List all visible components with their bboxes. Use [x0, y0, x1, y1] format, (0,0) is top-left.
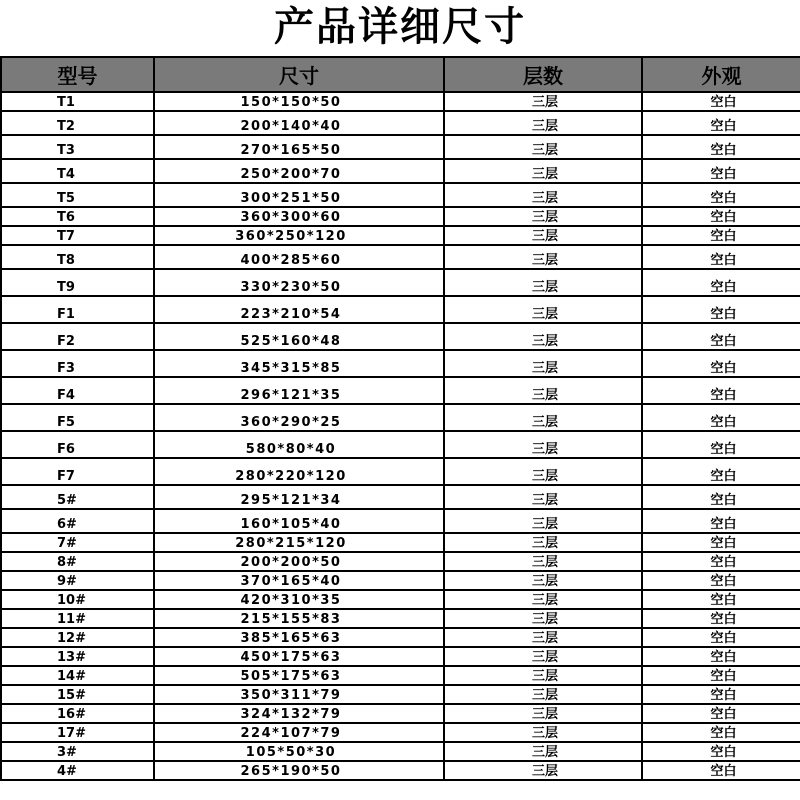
table-row [1, 666, 800, 685]
layers-cell: 三层 [444, 92, 642, 111]
table-row [1, 111, 800, 135]
appearance-cell: 空白 [642, 533, 800, 552]
model-cell: F7 [1, 458, 154, 485]
layers-cell: 三层 [444, 350, 642, 377]
layers-cell: 三层 [444, 404, 642, 431]
model-cell: 17# [1, 723, 154, 742]
size-cell: 250*200*70 [154, 159, 444, 183]
appearance-cell: 空白 [642, 296, 800, 323]
table-row [1, 350, 800, 377]
size-cell: 505*175*63 [154, 666, 444, 685]
model-cell: 6# [1, 509, 154, 533]
appearance-cell: 空白 [642, 552, 800, 571]
table-row [1, 571, 800, 590]
header-appearance: 外观 [642, 57, 800, 92]
layers-cell: 三层 [444, 533, 642, 552]
model-cell: T4 [1, 159, 154, 183]
appearance-cell: 空白 [642, 111, 800, 135]
layers-cell: 三层 [444, 761, 642, 780]
size-cell: 360*300*60 [154, 207, 444, 226]
header-layers: 层数 [444, 57, 642, 92]
size-cell: 215*155*83 [154, 609, 444, 628]
model-cell: 11# [1, 609, 154, 628]
size-cell: 324*132*79 [154, 704, 444, 723]
table-row [1, 183, 800, 207]
header-size: 尺寸 [154, 57, 444, 92]
table-row [1, 485, 800, 509]
product-size-table [0, 56, 800, 781]
model-cell: T5 [1, 183, 154, 207]
appearance-cell: 空白 [642, 571, 800, 590]
table-row [1, 533, 800, 552]
model-cell: 7# [1, 533, 154, 552]
layers-cell: 三层 [444, 742, 642, 761]
table-row [1, 245, 800, 269]
size-cell: 330*230*50 [154, 269, 444, 296]
layers-cell: 三层 [444, 458, 642, 485]
size-cell: 525*160*48 [154, 323, 444, 350]
appearance-cell: 空白 [642, 704, 800, 723]
size-cell: 345*315*85 [154, 350, 444, 377]
appearance-cell: 空白 [642, 590, 800, 609]
layers-cell: 三层 [444, 723, 642, 742]
header-row [1, 57, 800, 92]
table-row [1, 159, 800, 183]
size-cell: 200*140*40 [154, 111, 444, 135]
appearance-cell: 空白 [642, 666, 800, 685]
table-row [1, 226, 800, 245]
layers-cell: 三层 [444, 647, 642, 666]
appearance-cell: 空白 [642, 377, 800, 404]
appearance-cell: 空白 [642, 207, 800, 226]
table-row [1, 509, 800, 533]
layers-cell: 三层 [444, 377, 642, 404]
appearance-cell: 空白 [642, 723, 800, 742]
layers-cell: 三层 [444, 135, 642, 159]
table-row [1, 404, 800, 431]
size-cell: 200*200*50 [154, 552, 444, 571]
model-cell: T8 [1, 245, 154, 269]
size-cell: 224*107*79 [154, 723, 444, 742]
size-cell: 385*165*63 [154, 628, 444, 647]
model-cell: 15# [1, 685, 154, 704]
table-row [1, 377, 800, 404]
size-cell: 105*50*30 [154, 742, 444, 761]
appearance-cell: 空白 [642, 159, 800, 183]
appearance-cell: 空白 [642, 685, 800, 704]
model-cell: 4# [1, 761, 154, 780]
model-cell: 14# [1, 666, 154, 685]
appearance-cell: 空白 [642, 323, 800, 350]
model-cell: 13# [1, 647, 154, 666]
model-cell: T6 [1, 207, 154, 226]
layers-cell: 三层 [444, 323, 642, 350]
table-row [1, 458, 800, 485]
table-body [1, 92, 800, 780]
appearance-cell: 空白 [642, 92, 800, 111]
size-cell: 296*121*35 [154, 377, 444, 404]
table-header [1, 57, 800, 92]
size-cell: 223*210*54 [154, 296, 444, 323]
size-cell: 150*150*50 [154, 92, 444, 111]
table-row [1, 207, 800, 226]
table-row [1, 269, 800, 296]
layers-cell: 三层 [444, 431, 642, 458]
model-cell: F1 [1, 296, 154, 323]
model-cell: F4 [1, 377, 154, 404]
appearance-cell: 空白 [642, 628, 800, 647]
table-row [1, 590, 800, 609]
layers-cell: 三层 [444, 666, 642, 685]
appearance-cell: 空白 [642, 350, 800, 377]
model-cell: 3# [1, 742, 154, 761]
model-cell: 9# [1, 571, 154, 590]
layers-cell: 三层 [444, 159, 642, 183]
table-row [1, 685, 800, 704]
size-cell: 420*310*35 [154, 590, 444, 609]
layers-cell: 三层 [444, 609, 642, 628]
table-row [1, 723, 800, 742]
header-model: 型号 [1, 57, 154, 92]
appearance-cell: 空白 [642, 761, 800, 780]
table-row [1, 704, 800, 723]
model-cell: T9 [1, 269, 154, 296]
table-row [1, 431, 800, 458]
model-cell: F2 [1, 323, 154, 350]
layers-cell: 三层 [444, 269, 642, 296]
model-cell: 12# [1, 628, 154, 647]
table-row [1, 609, 800, 628]
layers-cell: 三层 [444, 226, 642, 245]
appearance-cell: 空白 [642, 742, 800, 761]
model-cell: F3 [1, 350, 154, 377]
layers-cell: 三层 [444, 296, 642, 323]
size-cell: 400*285*60 [154, 245, 444, 269]
model-cell: T1 [1, 92, 154, 111]
appearance-cell: 空白 [642, 245, 800, 269]
model-cell: F6 [1, 431, 154, 458]
size-cell: 370*165*40 [154, 571, 444, 590]
model-cell: 5# [1, 485, 154, 509]
model-cell: T3 [1, 135, 154, 159]
appearance-cell: 空白 [642, 135, 800, 159]
table-row [1, 92, 800, 111]
layers-cell: 三层 [444, 685, 642, 704]
size-cell: 280*220*120 [154, 458, 444, 485]
appearance-cell: 空白 [642, 458, 800, 485]
layers-cell: 三层 [444, 183, 642, 207]
appearance-cell: 空白 [642, 404, 800, 431]
table-row [1, 647, 800, 666]
layers-cell: 三层 [444, 207, 642, 226]
model-cell: T7 [1, 226, 154, 245]
table-row [1, 628, 800, 647]
layers-cell: 三层 [444, 245, 642, 269]
appearance-cell: 空白 [642, 509, 800, 533]
size-cell: 300*251*50 [154, 183, 444, 207]
size-cell: 270*165*50 [154, 135, 444, 159]
size-cell: 160*105*40 [154, 509, 444, 533]
layers-cell: 三层 [444, 111, 642, 135]
layers-cell: 三层 [444, 485, 642, 509]
model-cell: 10# [1, 590, 154, 609]
table-row [1, 323, 800, 350]
layers-cell: 三层 [444, 552, 642, 571]
model-cell: F5 [1, 404, 154, 431]
size-cell: 350*311*79 [154, 685, 444, 704]
layers-cell: 三层 [444, 628, 642, 647]
model-cell: T2 [1, 111, 154, 135]
layers-cell: 三层 [444, 509, 642, 533]
layers-cell: 三层 [444, 571, 642, 590]
table-row [1, 296, 800, 323]
size-cell: 265*190*50 [154, 761, 444, 780]
appearance-cell: 空白 [642, 226, 800, 245]
page-title: 产品详细尺寸 [274, 4, 526, 50]
size-cell: 280*215*120 [154, 533, 444, 552]
table-row [1, 552, 800, 571]
appearance-cell: 空白 [642, 647, 800, 666]
appearance-cell: 空白 [642, 609, 800, 628]
table-row [1, 742, 800, 761]
size-cell: 450*175*63 [154, 647, 444, 666]
table-row [1, 761, 800, 780]
table-row [1, 135, 800, 159]
size-cell: 360*250*120 [154, 226, 444, 245]
appearance-cell: 空白 [642, 269, 800, 296]
layers-cell: 三层 [444, 590, 642, 609]
size-cell: 360*290*25 [154, 404, 444, 431]
size-cell: 295*121*34 [154, 485, 444, 509]
appearance-cell: 空白 [642, 485, 800, 509]
appearance-cell: 空白 [642, 183, 800, 207]
size-cell: 580*80*40 [154, 431, 444, 458]
layers-cell: 三层 [444, 704, 642, 723]
model-cell: 8# [1, 552, 154, 571]
appearance-cell: 空白 [642, 431, 800, 458]
model-cell: 16# [1, 704, 154, 723]
